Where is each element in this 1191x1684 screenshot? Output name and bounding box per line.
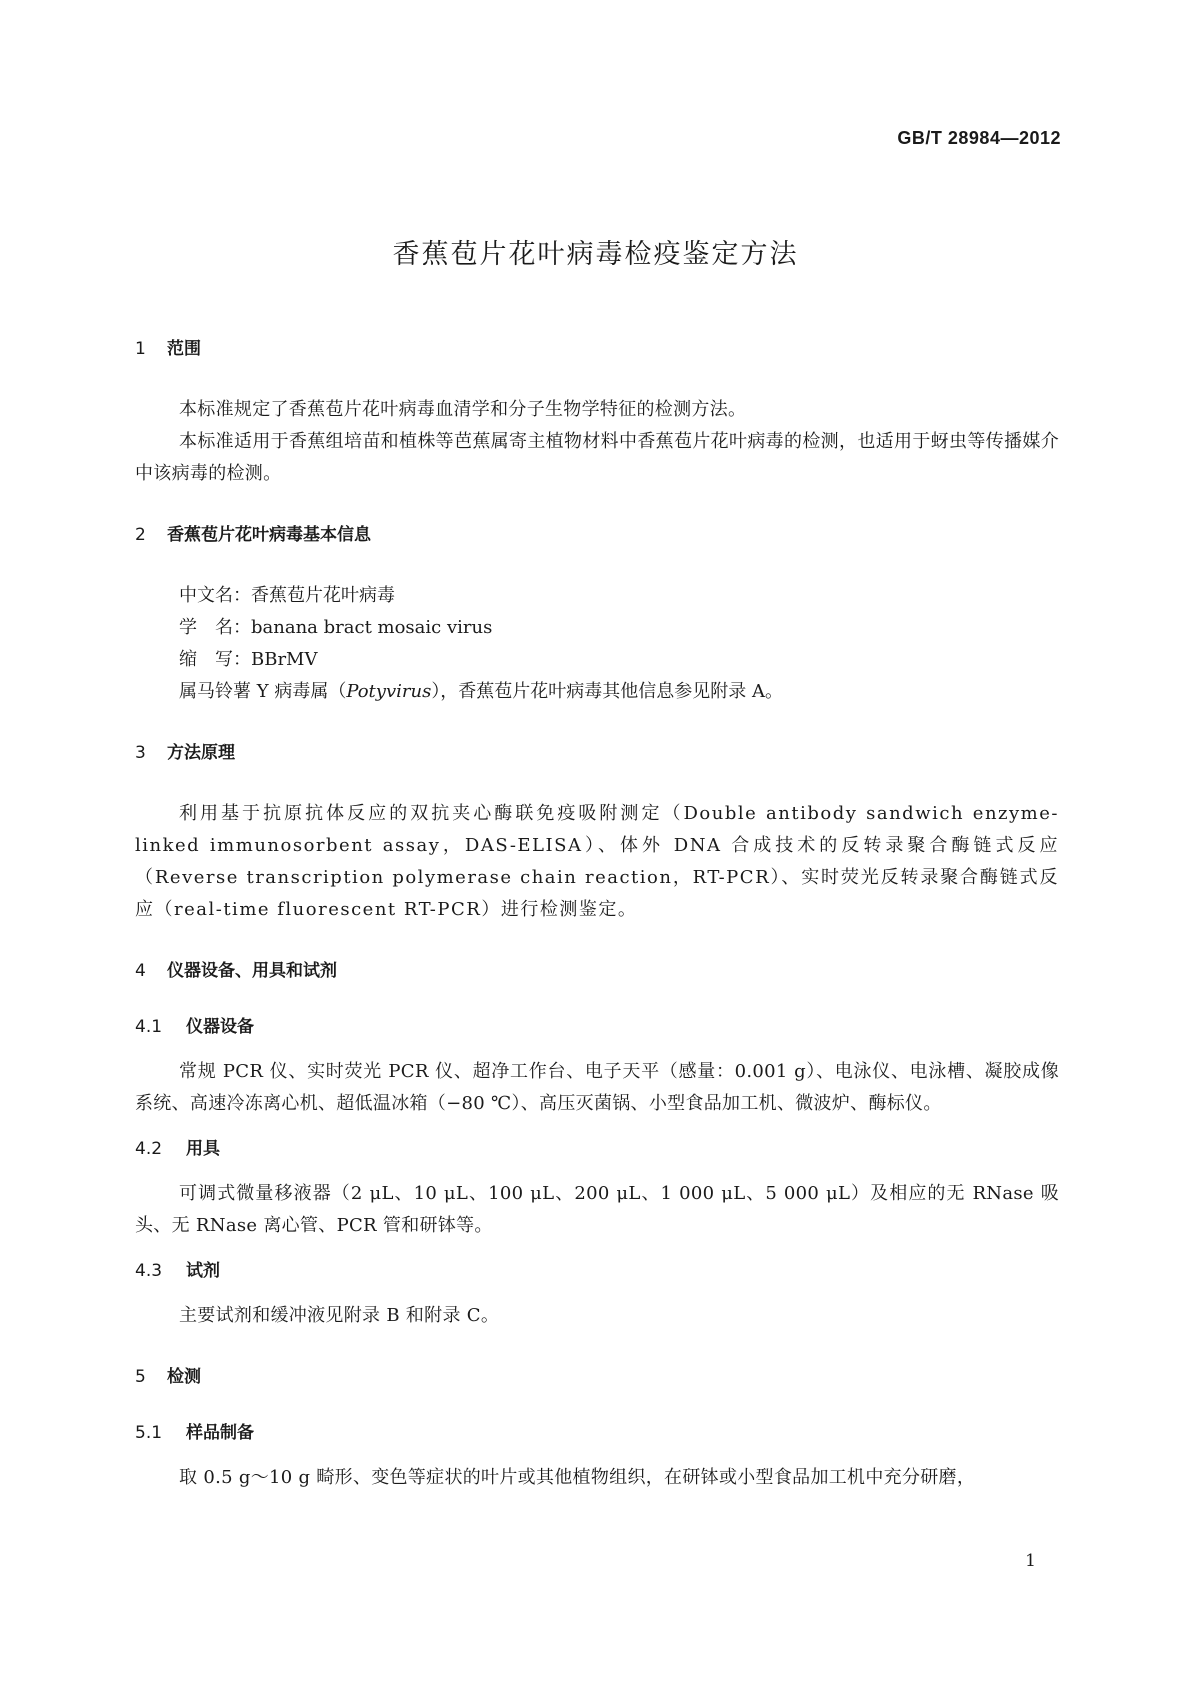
subsection-title: 用具 xyxy=(186,1139,220,1159)
section-number: 3 xyxy=(135,743,146,763)
section-title: 仪器设备、用具和试剂 xyxy=(167,961,337,981)
subsection-title: 试剂 xyxy=(186,1261,220,1281)
standard-number: GB/T 28984—2012 xyxy=(897,128,1061,148)
section-1-paragraph-2: 本标准适用于香蕉组培苗和植株等芭蕉属寄主植物材料中香蕉苞片花叶病毒的检测，也适用于蚜虫等传播媒介中该病毒的检测。 xyxy=(135,431,1059,484)
subsection-4-2-heading xyxy=(135,1138,1059,1160)
abbreviation-line: 缩 写：BBrMV xyxy=(179,649,318,670)
subsection-number: 5.1 xyxy=(135,1423,163,1443)
subsection-number: 4.3 xyxy=(135,1261,163,1281)
section-1-heading xyxy=(135,338,1059,360)
genus-suffix: ），香蕉苞片花叶病毒其他信息参见附录 A。 xyxy=(431,681,784,702)
section-1-paragraph-1: 本标准规定了香蕉苞片花叶病毒血清学和分子生物学特征的检测方法。 xyxy=(179,399,747,420)
genus-line xyxy=(135,676,1059,708)
section-title: 方法原理 xyxy=(167,743,235,763)
subsection-number: 4.2 xyxy=(135,1139,163,1159)
subsection-4-2-paragraph: 可调式微量移液器（2 μL、10 μL、100 μL、200 μL、1 000 μL、5 000 μL）及相应的无 RNase 吸头、无 RNase 离心管、PCR 管和研钵等。 xyxy=(135,1183,1059,1236)
section-3-paragraph-1: 利用基于抗原抗体反应的双抗夹心酶联免疫吸附测定（Double antibody sandwich enzyme-linked immunosorbent assay，DAS-ELISA）、体外 DNA 合成技术的反转录聚合酶链式反应（Reverse transcription polymerase chain reaction，RT-PCR）、实时荧光反转录聚合酶链式反应（real-time fluorescent RT-PCR）进行检测鉴定。 xyxy=(135,803,1059,920)
scientific-name-line: 学 名：banana bract mosaic virus xyxy=(179,617,493,638)
section-5-heading xyxy=(135,1366,1059,1388)
section-number: 1 xyxy=(135,339,146,359)
subsection-title: 仪器设备 xyxy=(186,1017,254,1037)
page-number: 1 xyxy=(1025,1551,1036,1571)
section-title: 检测 xyxy=(167,1367,201,1387)
section-number: 4 xyxy=(135,961,146,981)
document-title: 香蕉苞片花叶病毒检疫鉴定方法 xyxy=(392,239,799,270)
section-number: 5 xyxy=(135,1367,146,1387)
subsection-number: 4.1 xyxy=(135,1017,163,1037)
chinese-name-line: 中文名：香蕉苞片花叶病毒 xyxy=(179,585,395,606)
subsection-title: 样品制备 xyxy=(186,1423,254,1443)
section-2-heading xyxy=(135,524,1059,546)
genus-prefix: 属马铃薯 Y 病毒属（ xyxy=(179,681,347,702)
subsection-4-1-heading xyxy=(135,1016,1059,1038)
section-title: 范围 xyxy=(167,339,201,359)
document-body xyxy=(135,338,1059,1494)
subsection-4-3-heading xyxy=(135,1260,1059,1282)
section-4-heading xyxy=(135,960,1059,982)
subsection-4-3-paragraph: 主要试剂和缓冲液见附录 B 和附录 C。 xyxy=(179,1305,500,1326)
subsection-5-1-paragraph: 取 0.5 g～10 g 畸形、变色等症状的叶片或其他植物组织，在研钵或小型食品加工机中充分研磨， xyxy=(179,1467,976,1488)
section-title: 香蕉苞片花叶病毒基本信息 xyxy=(167,525,371,545)
section-3-heading xyxy=(135,742,1059,764)
section-number: 2 xyxy=(135,525,146,545)
subsection-5-1-heading xyxy=(135,1422,1059,1444)
genus-name: Potyvirus xyxy=(346,681,432,702)
subsection-4-1-paragraph: 常规 PCR 仪、实时荧光 PCR 仪、超净工作台、电子天平（感量：0.001 g）、电泳仪、电泳槽、凝胶成像系统、高速冷冻离心机、超低温冰箱（−80 ℃）、高压灭菌锅、小型食品加工机、微波炉、酶标仪。 xyxy=(135,1061,1059,1114)
